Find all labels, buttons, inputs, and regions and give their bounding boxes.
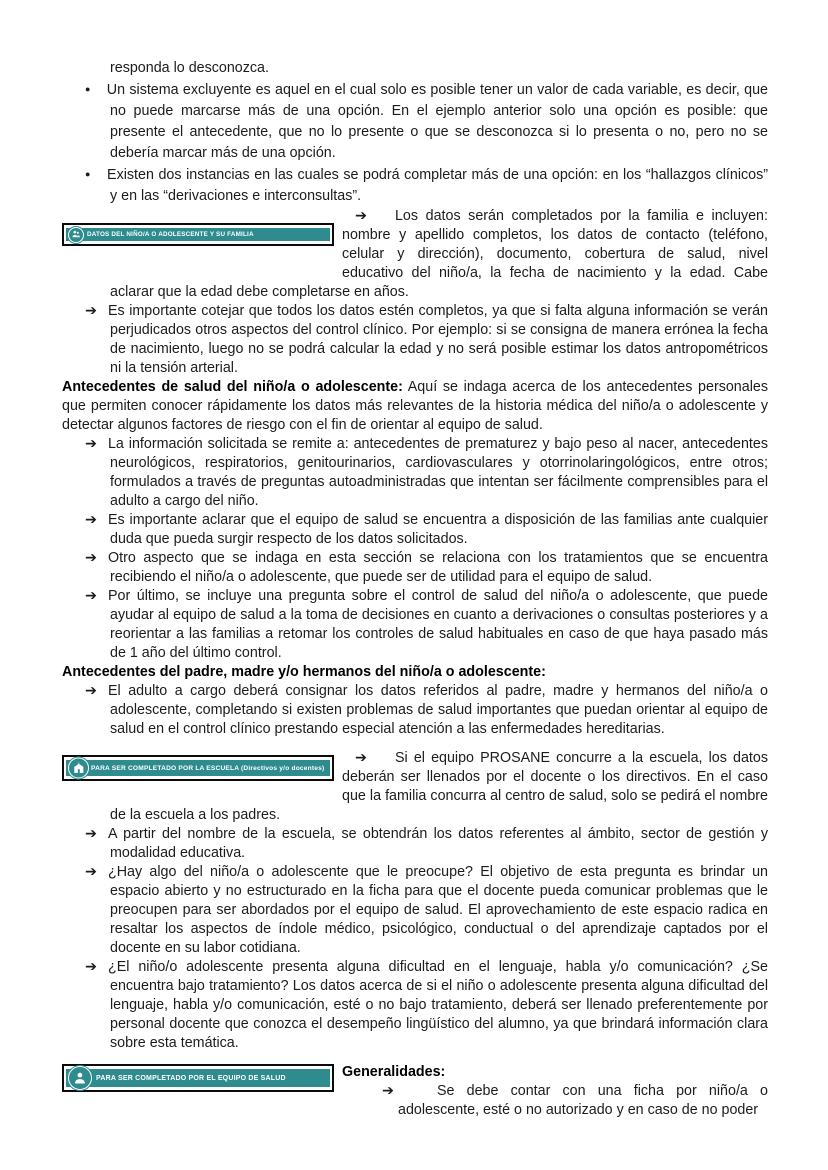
list-item	[342, 1082, 768, 1120]
school-banner-bar	[66, 760, 330, 776]
school-banner-figure	[62, 749, 342, 806]
heading-paragraph	[62, 663, 768, 682]
arrow-marker: ➔	[85, 436, 97, 452]
intro-block	[62, 58, 768, 207]
school-section	[62, 749, 768, 1053]
family-history-section	[62, 663, 768, 739]
list-item-text: Se debe contar con una ficha por niño/a o adolescente, esté o no autorizado y en caso de no poder	[398, 1083, 768, 1118]
health-team-banner-bar	[66, 1069, 330, 1087]
arrow-marker: ➔	[85, 864, 97, 880]
family-banner	[62, 223, 334, 246]
arrow-marker: ➔	[382, 1083, 394, 1099]
school-banner	[62, 755, 334, 781]
continuation-text: responda lo desconozca.	[110, 60, 269, 76]
family-banner-label: DATOS DEL NIÑO/A O ADOLESCENTE Y SU FAMILIA	[87, 231, 254, 238]
health-history-section	[62, 378, 768, 663]
list-item	[62, 511, 768, 549]
arrow-marker: ➔	[85, 512, 97, 528]
family-banner-bar	[66, 228, 330, 241]
list-item-text: Otro aspecto que se indaga en esta sección se relaciona con los tratamientos que se encuentra recibiendo el niño/a o adolescente, que puede ser de utilidad para el equipo de salud.	[107, 550, 768, 585]
health-team-banner-figure	[62, 1063, 342, 1133]
list-item-text: Es importante cotejar que todos los datos estén completos, ya que si falta alguna información se verán perjudicados otros aspectos del control clínico. Por ejemplo: si se consigna de manera errónea la fecha de nacimiento, luego no se podrá calcular la edad y no será posible estimar los datos antropométricos ni la tensión arterial.	[107, 303, 768, 376]
list-item-text: ¿El niño/o adolescente presenta alguna dificultad en el lenguaje, habla y/o comunicación? ¿Se encuentra bajo tratamiento? Los datos acerca de si el niño o adolescente presenta alguna dificultad del lenguaje, habla y/o comunicación, esté o no bajo tratamiento, deberá ser llenado preferentemente por personal docente que conozca el desempeño lingüístico del alumno, ya que brindará información clara sobre esta temática.	[107, 959, 768, 1051]
list-item-text: La información solicitada se remite a: antecedentes de prematurez y bajo peso al nacer, antecedentes neurológicos, respiratorios, genitourinarios, cardiovasculares y otorrinolaringológicos, entre otros; formulados a través de preguntas autoadministradas que intentan ser fácilmente comprensibles para el adulto a cargo del niño.	[107, 436, 768, 509]
list-item	[62, 682, 768, 739]
continuation-paragraph	[62, 58, 768, 79]
arrow-marker: ➔	[85, 303, 97, 319]
list-item	[62, 79, 768, 164]
family-data-section	[62, 207, 768, 378]
subheading: Generalidades:	[342, 1064, 446, 1080]
list-item-text: Un sistema excluyente es aquel en el cual solo es posible tener un valor de cada variable, es decir, que no puede marcarse más de una opción. En el ejemplo anterior solo una opción es posible: que presente el antecedente, que no lo presente o que se desconozca si lo presenta o no, pero no se debería marcar más de una opción.	[106, 82, 769, 161]
section-heading: Antecedentes de salud del niño/a o adolescente:	[62, 379, 403, 395]
arrow-marker: ➔	[85, 683, 97, 699]
family-banner-figure	[62, 207, 342, 283]
section-heading: Antecedentes del padre, madre y/o hermanos del niño/a o adolescente:	[62, 664, 546, 680]
health-team-banner-label: PARA SER COMPLETADO POR EL EQUIPO DE SALUD	[96, 1074, 286, 1082]
list-item-text: Existen dos instancias en las cuales se podrá completar más de una opción: en los “hallazgos clínicos” y en las “derivaciones e interconsultas”.	[107, 167, 769, 204]
family-icon	[68, 227, 84, 243]
list-item-text: El adulto a cargo deberá consignar los datos referidos al padre, madre y hermanos del niño/a o adolescente, completando si existen problemas de salud importantes que puedan orientar al equipo de salud en el control clínico prestando especial atención a las enfermedades hereditarias.	[107, 683, 768, 737]
list-item	[62, 863, 768, 958]
list-item	[62, 587, 768, 663]
list-item	[62, 958, 768, 1053]
list-item-text: ¿Hay algo del niño/a o adolescente que le preocupe? El objetivo de esta pregunta es brindar un espacio abierto y no estructurado en la ficha para que el docente pueda comunicar problemas que le preocupen para ser abordados por el equipo de salud. El aprovechamiento de este espacio radica en resaltar los aspectos de índole médico, psicológico, conductual o del aprendizaje captados por el docente en su labor cotidiana.	[107, 864, 768, 956]
arrow-marker: ➔	[85, 826, 97, 842]
arrow-marker: ➔	[355, 208, 367, 224]
health-team-icon	[68, 1066, 92, 1090]
school-icon	[68, 758, 89, 779]
list-item-text: Si el equipo PROSANE concurre a la escuela, los datos deberán ser llenados por el docente o los directivos. En el caso que la familia concurra al centro de salud, solo se pedirá el nombre de la escuela a los padres.	[110, 750, 768, 823]
list-item	[62, 164, 768, 207]
arrow-marker: ➔	[85, 588, 97, 604]
heading-lead-text: Aquí se indaga acerca de los antecedentes personales que permiten conocer rápidamente los datos más relevantes de la historia médica del niño/a o adolescente y detectar algunos factores de riesgo con el fin de orientar al equipo de salud.	[62, 379, 768, 433]
arrow-marker: ➔	[85, 959, 97, 975]
bullet-marker: ●	[85, 84, 91, 94]
bullet-marker: ●	[85, 169, 92, 179]
health-team-banner	[62, 1064, 334, 1092]
list-item	[62, 302, 768, 378]
list-item	[62, 825, 768, 863]
list-item	[62, 435, 768, 511]
heading-paragraph	[62, 378, 768, 435]
health-team-section	[62, 1063, 768, 1120]
list-item-text: A partir del nombre de la escuela, se obtendrán los datos referentes al ámbito, sector de gestión y modalidad educativa.	[107, 826, 768, 861]
list-item-text: Por último, se incluye una pregunta sobre el control de salud del niño/a o adolescente, que puede ayudar al equipo de salud a la toma de decisiones en cuanto a derivaciones o consultas posteriores y a reorientar a las familias a retomar los controles de salud habituales en caso de que haya pasado más de 1 año del último control.	[107, 588, 768, 661]
school-banner-label: PARA SER COMPLETADO POR LA ESCUELA (Directivos y/o docentes)	[91, 764, 325, 772]
arrow-marker: ➔	[355, 750, 367, 766]
list-item-text: Es importante aclarar que el equipo de salud se encuentra a disposición de las familias ante cualquier duda que pueda surgir respecto de los datos solicitados.	[107, 512, 768, 547]
list-item	[62, 549, 768, 587]
list-item-text: Los datos serán completados por la familia e incluyen: nombre y apellido completos, los datos de contacto (teléfono, celular y dirección), documento, cobertura de salud, nivel educativo del niño/a, la fecha de nacimiento y la edad. Cabe aclarar que la edad debe completarse en años.	[110, 208, 768, 300]
arrow-marker: ➔	[85, 550, 97, 566]
